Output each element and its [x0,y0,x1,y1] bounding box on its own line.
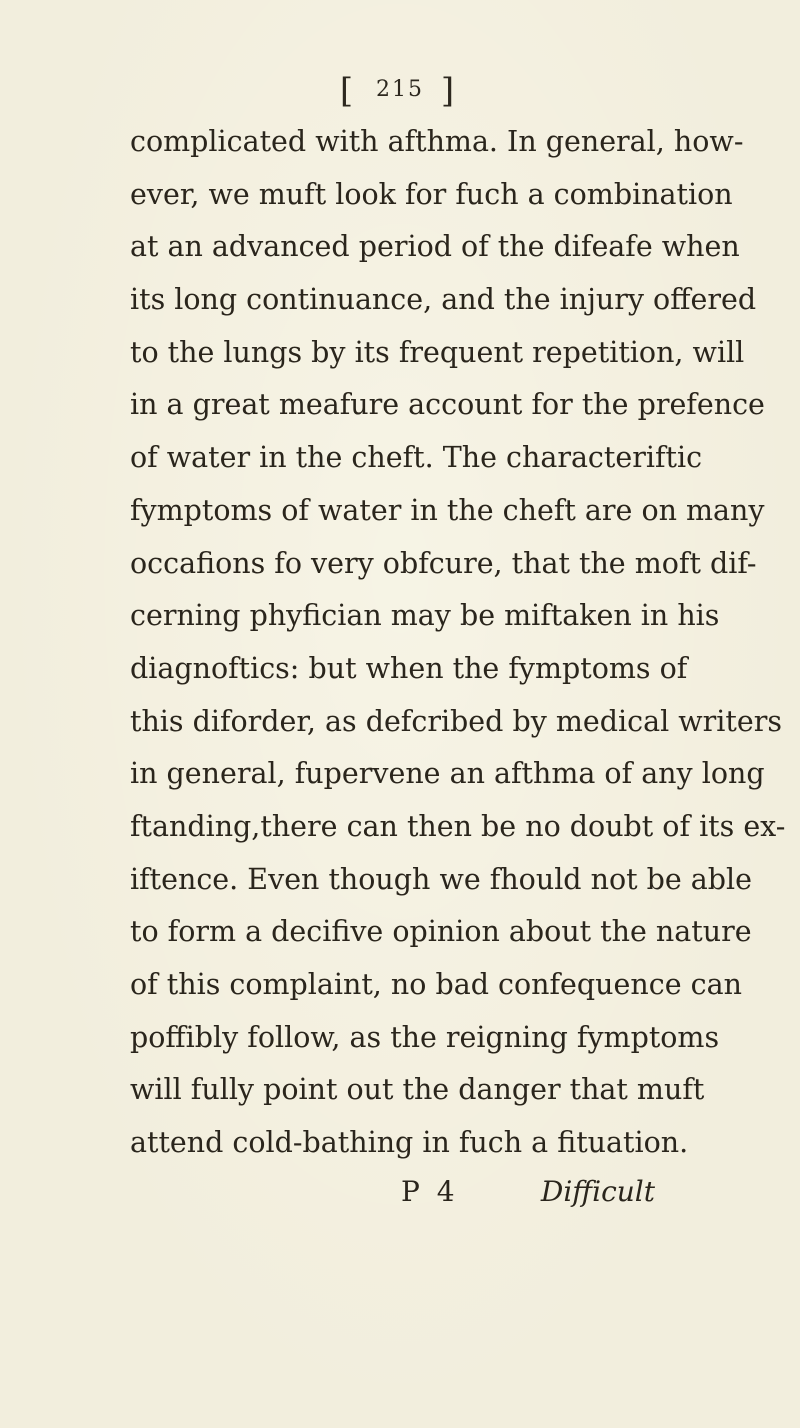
text-line: to the lungs by its frequent repetition, will [130,335,745,369]
text-line-last: attend cold-bathing in fuch a fituation. [130,1126,689,1160]
text-line: complicated with afthma. In general, how- [130,125,744,158]
header-open-bracket: [ [339,71,360,111]
text-line: fymptoms of water in the cheft are on many [130,493,765,527]
text-line: its long continuance, and the injury offered [130,283,757,317]
catchword: Difficult [540,1175,655,1208]
text-line: will fully point out the danger that muft [130,1073,705,1107]
page-header [0,71,800,111]
text-line: diagnoftics: but when the fymptoms of [130,651,688,685]
text-line: ever, we muft look for fuch a combination [130,177,733,211]
page-number: 215 [376,77,424,102]
text-line: poffibly follow, as the reigning fymptoms [130,1020,720,1054]
text-line: iftence. Even though we fhould not be able [130,862,753,896]
page-footer [0,1175,800,1235]
text-line: of water in the cheft. The characteriftic [130,441,703,475]
signature-mark: P 4 [401,1175,459,1208]
body-text [130,116,786,1170]
text-line: in general, fupervene an afthma of any long [130,757,765,791]
text-line: cerning phyfician may be miftaken in his [130,599,720,633]
header-close-bracket: ] [440,71,461,111]
text-line: in a great meafure account for the prefence [130,388,765,422]
text-line: of this complaint, no bad confequence can [130,968,742,1001]
text-line: to form a decifive opinion about the nature [130,915,752,949]
text-line: occafions fo very obfcure, that the moft dif- [130,546,757,580]
text-line: at an advanced period of the difeafe when [130,230,740,264]
text-line: ftanding,there can then be no doubt of its ex- [130,809,786,843]
text-line: this diforder, as defcribed by medical writers [130,704,782,738]
